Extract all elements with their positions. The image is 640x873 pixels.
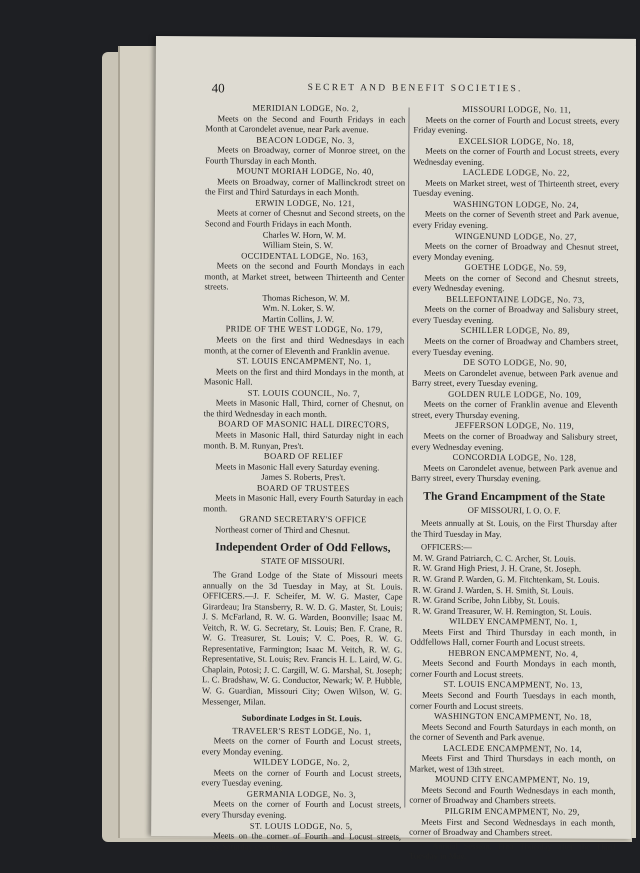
officer-line: R. W. Grand High Priest, J. H. Crane, St. Joseph. xyxy=(412,563,582,575)
subordinate-lodges-heading: Subordinate Lodges in St. Louis. xyxy=(241,712,362,724)
lodge-title: OCCIDENTAL LODGE, No. 163, xyxy=(241,250,369,261)
section-subtitle: STATE OF MISSOURI. xyxy=(260,556,345,567)
officer-line: R. W. Grand P. Warden, G. M. Fitchtenkam, St. Louis. xyxy=(412,573,600,585)
lodge-title: PRIDE OF THE WEST LODGE, No. 179, xyxy=(225,323,383,335)
lodge-title: WINGENUND LODGE, No. 27, xyxy=(454,230,577,242)
lodge-body: Meets in Masonic Hall, third Saturday night in each month. B. M. Runyan, Pres't. xyxy=(203,429,404,451)
left-lodge-list xyxy=(203,102,406,536)
lodge-entry xyxy=(201,820,401,853)
lodge-body: Meets on Carondelet avenue, between Park avenue and Barry street, every Thursday evening. xyxy=(411,462,618,484)
lodge-entry xyxy=(202,725,402,758)
lodge-title: BEACON LODGE, No. 3, xyxy=(256,134,355,145)
lodge-title: ST. LOUIS LODGE, No. 5, xyxy=(249,820,353,831)
lodge-body: Meets on Broadway, corner of Mallinckrodt street on the First and Third Saturdays in each Month. xyxy=(205,176,406,198)
running-title: SECRET AND BENEFIT SOCIETIES. xyxy=(307,82,523,95)
officers-label: OFFICERS:— xyxy=(420,541,473,553)
lodge-title: LACLEDE LODGE, No. 22, xyxy=(462,167,570,178)
lodge-entry xyxy=(412,262,618,295)
lodge-officer: James S. Roberts, Pres't. xyxy=(261,471,346,483)
officer-line: R. W. Grand J. Warden, S. H. Smith, St. Louis. xyxy=(412,584,574,596)
lodge-title: BOARD OF MASONIC HALL DIRECTORS, xyxy=(217,418,390,430)
lodge-body: Meets on the corner of Second and Chesnut streets, every Wednesday evening. xyxy=(412,272,619,294)
lodge-entry xyxy=(413,104,619,137)
grand-encampment-meets: Meets annually at St. Louis, on the First Thursday after the Third Tuesday in May. xyxy=(410,517,618,539)
lodge-entry xyxy=(201,788,401,821)
lodge-entry xyxy=(203,419,403,452)
lodge-title: BELLEFONTAINE LODGE, No. 73, xyxy=(446,293,585,305)
lodge-officer: Wm. N. Loker, S. W. xyxy=(262,303,335,314)
lodge-entry xyxy=(410,679,616,712)
lodge-title: SCHILLER LODGE, No. 89, xyxy=(460,325,570,337)
lodge-entry xyxy=(409,806,615,839)
lodge-title: MOUND CITY ENCAMPMENT, No. 19, xyxy=(434,774,590,786)
lodge-body: Meets on the corner of Broadway and Salisbury street, every Tuesday evening. xyxy=(412,304,619,326)
lodge-body: Meets on the first and third Mondays in the month, at Masonic Hall. xyxy=(203,366,404,387)
column-rule xyxy=(404,108,409,808)
lodge-title: ST. LOUIS ENCAMPMENT, No. 1, xyxy=(236,355,372,367)
lodge-entry xyxy=(411,420,617,453)
lodge-title: GOLDEN RULE LODGE, No. 109, xyxy=(448,388,582,400)
lodge-entry xyxy=(205,134,405,167)
lodge-officer: Martin Collins, J. W. xyxy=(262,313,334,325)
lodge-entry xyxy=(204,250,404,325)
lodge-entry xyxy=(204,324,404,357)
lodge-body: Meets on the second and Fourth Mondays in each month, at Market street, between Thirteenth and Center streets. xyxy=(204,260,405,292)
lodge-body: Meets on the corner of Fourth and Locust streets, every Wednesday evening. xyxy=(413,145,620,167)
lodge-entry xyxy=(410,711,616,744)
lodge-entry xyxy=(412,388,618,421)
lodge-entry xyxy=(410,616,616,649)
lodge-entry xyxy=(412,293,618,326)
lodge-title: ST. LOUIS COUNCIL, No. 7, xyxy=(247,387,361,399)
lodge-entry xyxy=(205,102,405,135)
lodge-entry xyxy=(412,325,618,358)
lodge-body: Meets Second and Fourth Wednesdays in each month, corner of Broadway and Chambers streets. xyxy=(409,784,616,806)
lodge-title: WILDEY LODGE, No. 2, xyxy=(253,756,350,768)
lodge-body: Meets in Masonic Hall, every Fourth Saturday in each month. xyxy=(203,492,404,514)
lodge-title: GOETHE LODGE, No. 59, xyxy=(464,262,567,273)
lodge-entry xyxy=(204,355,404,388)
lodge-body: Meets in Masonic Hall, Third, corner of Chesnut, on the third Wednesday in each month. xyxy=(203,397,404,419)
lodge-entry xyxy=(205,197,405,251)
lodge-body: Meets First and Third Thursday in each month, in Oddfellows Hall, corner Fourth and Locust streets. xyxy=(410,626,617,648)
lodge-officer: Charles W. Horn, W. M. xyxy=(262,229,346,240)
lodge-title: HEBRON ENCAMPMENT, No. 4, xyxy=(448,647,579,659)
lodge-body: Meets in Masonic Hall every Saturday evening. xyxy=(215,460,380,472)
lodge-body: Meets on the corner of Fourth and Locust streets, every Tuesday evening. xyxy=(201,767,402,789)
lodge-title: WASHINGTON ENCAMPMENT, No. 18, xyxy=(433,710,592,722)
lodge-entry xyxy=(204,387,404,420)
lodge-title: MISSOURI LODGE, No. 11, xyxy=(462,103,571,115)
lodge-title: ST. LOUIS ENCAMPMENT, No. 13, xyxy=(443,679,583,691)
subordinate-lodge-list xyxy=(201,725,402,853)
lodge-title: GERMANIA LODGE, No. 3, xyxy=(246,788,357,800)
lodge-entry xyxy=(203,482,403,515)
lodge-body: Meets on the corner of Fourth and Locust streets, every Monday evening. xyxy=(201,735,402,757)
lodge-title: JEFFERSON LODGE, No. 119, xyxy=(455,420,575,431)
lodge-title: PILGRIM ENCAMPMENT, No. 29, xyxy=(444,805,580,817)
lodge-entry xyxy=(203,450,403,483)
lodge-title: TRAVELER'S REST LODGE, No. 1, xyxy=(232,725,372,736)
lodge-title: DE SOTO LODGE, No. 90, xyxy=(463,357,567,368)
lodge-entry xyxy=(413,167,619,200)
lodge-entry xyxy=(201,757,401,790)
right-column xyxy=(409,104,620,863)
lodge-title: BOARD OF TRUSTEES xyxy=(256,482,350,493)
officer-line: R. W. Grand Scribe, John Libby, St. Louis. xyxy=(412,594,560,606)
lodge-body: Meets on Market street, west of Thirteenth street, every Tuesday evening. xyxy=(413,177,620,199)
lodge-entry xyxy=(413,135,619,168)
page-number: 40 xyxy=(211,80,225,96)
lodge-title: WILDEY ENCAMPMENT, No. 1, xyxy=(449,615,578,627)
section-title-odd-fellows: Independent Order of Odd Fellows, xyxy=(215,541,391,555)
lodge-body: Meets on the Second and Fourth Fridays in each Month at Carondelet avenue, near Park avenue. xyxy=(205,112,406,135)
lodge-body: Meets on the corner of Broadway and Chesnut street, every Monday evening. xyxy=(412,240,619,262)
officers-list xyxy=(410,552,616,617)
officer-line: M. W. Grand Patriarch, C. C. Archer, St. Louis. xyxy=(412,552,576,564)
lodge-body: Meets on the corner of Seventh street and Park avenue, every Friday evening. xyxy=(412,209,619,231)
right-lodge-list xyxy=(411,104,619,485)
grand-lodge-paragraph: The Grand Lodge of the State of Missouri meets annually on the 3d Tuesday in May, at St. Louis. OFFICERS.—J. F. Scheifer, M. W. G. Master, Cape Girardeau; Ira Stansberry, R. W. D. G. Master, St. Louis; J. S. McFarland, R. W. G. Warden, Boonville; Isaac M. Veitch, R. W. G. Secretary, St. Louis; Ben. F. Crane, R. W. G. Treasurer, St. Louis; V. C. Poes, R. W. G. Representative, Farmington; Isaac M. Veitch, R. W. G. Representative, St. Louis; Rev. Francis H. L. Laird, W. G. Chaplain, Potosi; J. C. Cargill, W. G. Marshal, St. Joseph; L. C. Bradshaw, W. G. Conductor, Newark; W. P. Hubble, W. G. Guardian, Missouri City; Owen Wilson, W. G. Messenger, Milan. xyxy=(201,569,403,707)
lodge-body: Meets Second and Fourth Mondays in each month, corner Fourth and Locust streets. xyxy=(410,657,617,680)
lodge-entry xyxy=(413,230,619,263)
lodge-body: Meets First and Second Wednesdays in each month, corner of Broadway and Chambers street. xyxy=(409,816,616,838)
officer-line: R. W. Grand Treasurer, W. H. Remington, St. Louis. xyxy=(412,605,592,617)
lodge-entry xyxy=(409,774,615,807)
lodge-body: Meets Second and Fourth Saturdays in each month, on the corner of Seventh and Park avenue. xyxy=(409,721,616,743)
book-page xyxy=(151,36,636,862)
lodge-entry xyxy=(409,742,615,775)
lodge-body: Meets on the corner of Franklin avenue and Eleventh street, every Thursday evening. xyxy=(411,398,618,421)
lodge-title: WASHINGTON LODGE, No. 24, xyxy=(453,198,579,210)
lodge-title: MERIDIAN LODGE, No. 2, xyxy=(252,102,359,114)
lodge-body: Meets on the corner of Broadway and Chambers street, every Tuesday evening. xyxy=(412,335,619,357)
lodge-entry xyxy=(412,357,618,390)
section-title-grand-encampment: The Grand Encampment of the State xyxy=(423,490,606,504)
lodge-title: CONCORDIA LODGE, No. 128, xyxy=(452,451,577,463)
lodge-title: BOARD OF RELIEF xyxy=(263,450,343,462)
lodge-body: Meets on the corner of Fourth and Locust streets, every Saturday evening. xyxy=(201,830,402,852)
left-column xyxy=(201,102,406,852)
lodge-title: ERWIN LODGE, No. 121, xyxy=(255,197,355,209)
section-subtitle-missouri: OF MISSOURI, I. O. O. F. xyxy=(467,504,561,516)
lodge-title: LACLEDE ENCAMPMENT, No. 14, xyxy=(443,742,583,754)
lodge-entry xyxy=(413,198,619,231)
lodge-title: EXCELSIOR LODGE, No. 18, xyxy=(458,135,575,147)
running-header xyxy=(212,80,628,101)
lodge-body: Meets on the corner of Fourth and Locust streets, every Thursday evening. xyxy=(201,798,402,820)
lodge-body: Meets First and Third Thursdays in each month, on Market, west of 13th street. xyxy=(409,752,616,774)
lodge-entry xyxy=(411,452,617,485)
lodge-officer: William Stein, S. W. xyxy=(262,239,334,251)
lodge-title: GRAND SECRETARY'S OFFICE xyxy=(239,513,367,525)
lodge-entry xyxy=(203,514,403,536)
lodge-title: MOUNT MORIAH LODGE, No. 40, xyxy=(236,165,374,177)
lodge-entry xyxy=(205,166,405,199)
lodge-body: Meets Second and Fourth Tuesdays in each month, corner Fourth and Locust streets. xyxy=(409,689,617,711)
lodge-body: Meets on the corner of Fourth and Locust streets, every Friday evening. xyxy=(413,114,620,135)
annual-session-note: ☞ Annual Session, First Thursday after the Third Tuesday in May. xyxy=(408,840,616,862)
lodge-officer: Thomas Richeson, W. M. xyxy=(262,292,350,304)
lodge-body: Meets on Carondelet avenue, between Park avenue and Barry street, every Tuesday evening. xyxy=(411,367,618,389)
encampment-list xyxy=(409,616,616,839)
lodge-entry xyxy=(410,647,616,680)
lodge-body: Meets on the corner of Broadway and Salisbury street, every Wednesday evening. xyxy=(411,430,618,452)
lodge-body: Meets on the first and third Wednesdays in each month, at the corner of Eleventh and Franklin avenue. xyxy=(204,334,405,357)
lodge-body: Meets at corner of Chesnut and Second streets, on the Second and Fourth Fridays in each Month. xyxy=(204,207,405,230)
lodge-body: Meets on Broadway, corner of Monroe street, on the Fourth Thursday in each Month. xyxy=(205,144,406,166)
lodge-body: Northeast corner of Third and Chesnut. xyxy=(214,524,350,536)
